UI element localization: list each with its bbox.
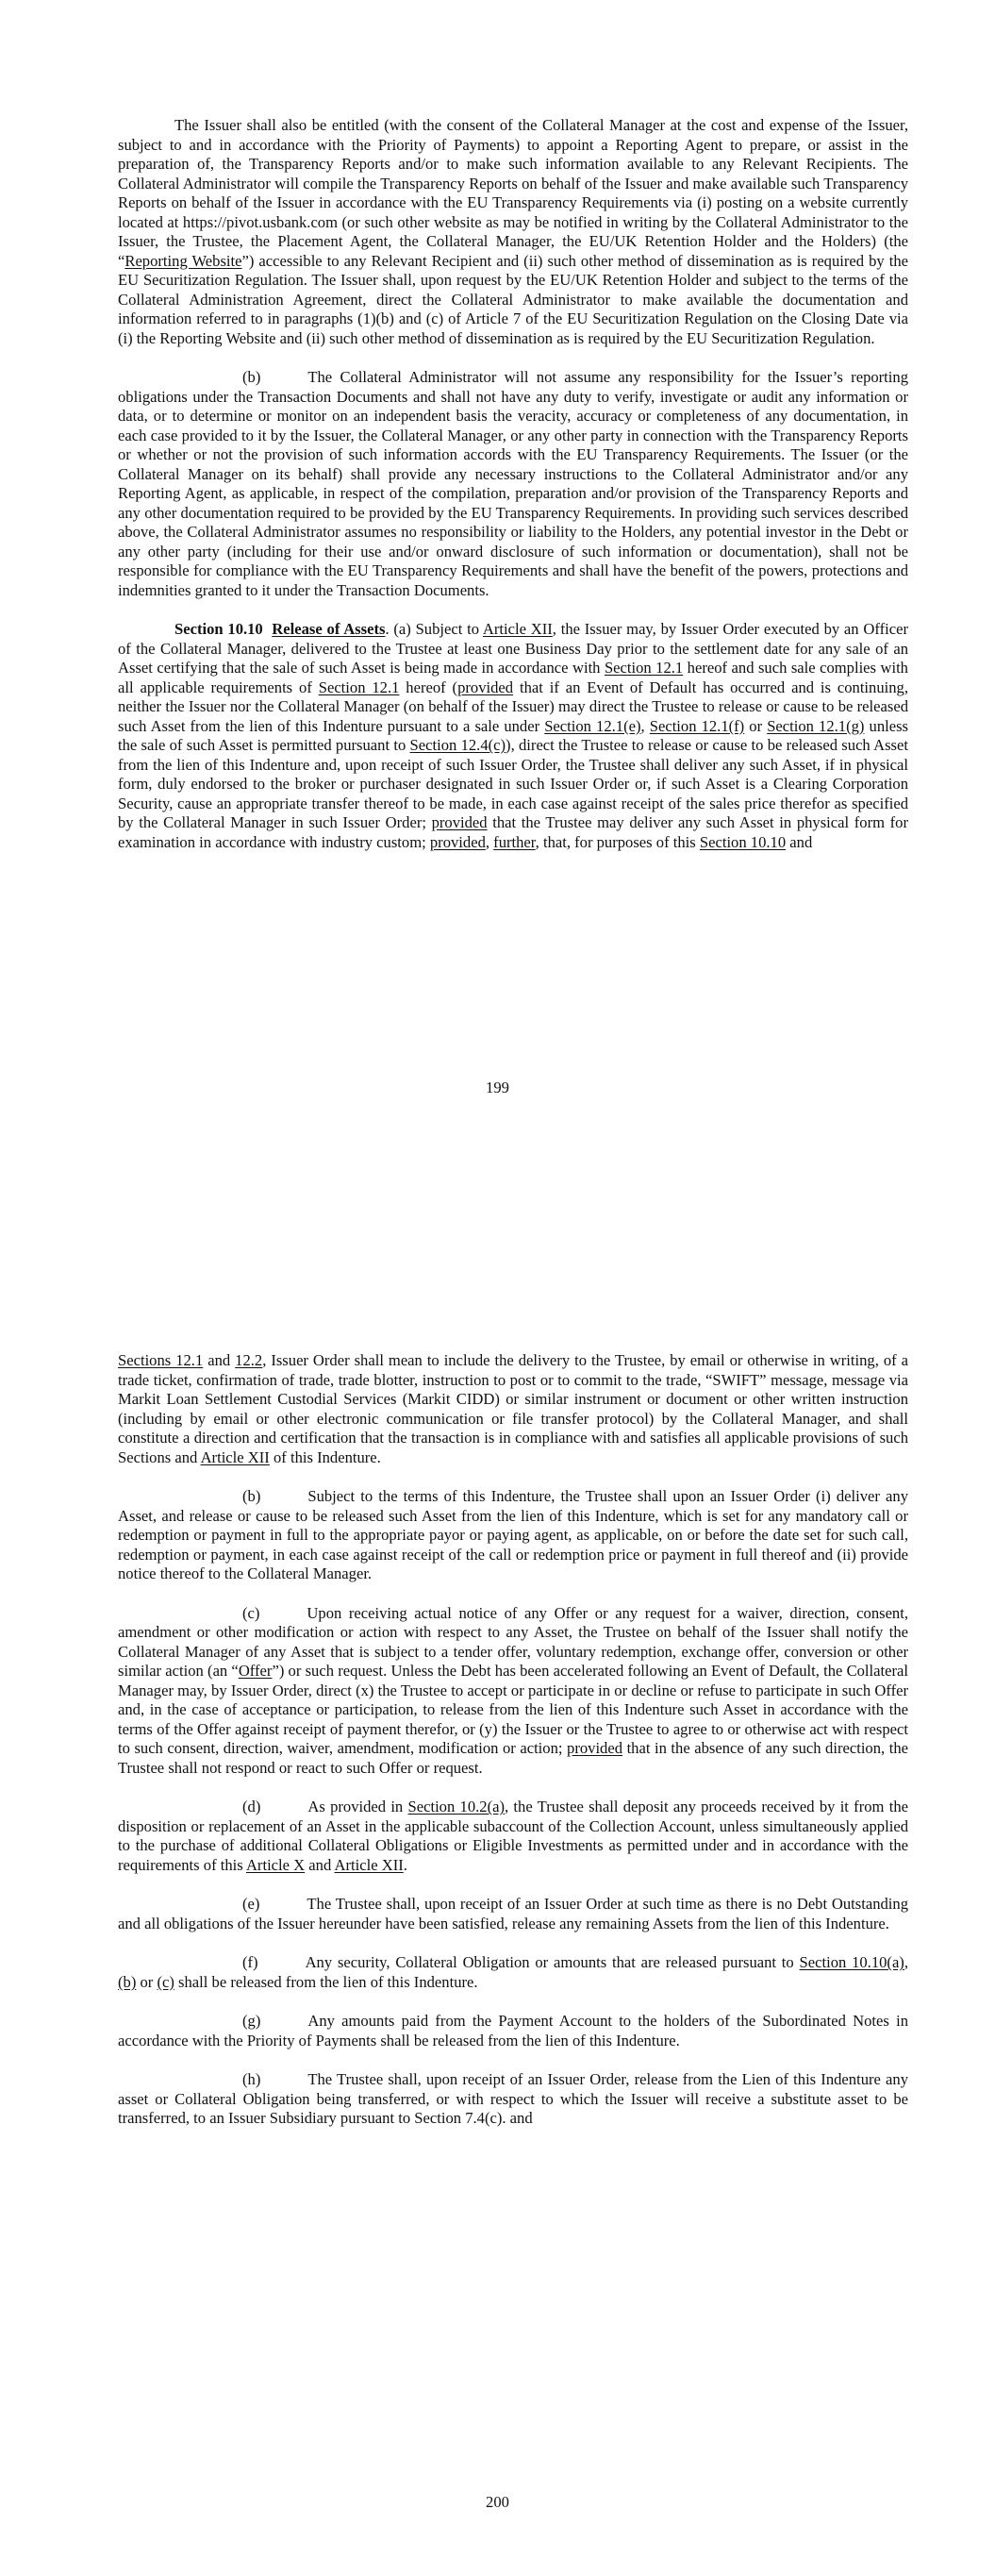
page-body [118, 116, 908, 872]
cross-reference: Section 10.2(a) [407, 1798, 505, 1815]
section-label: Section 10.10 [174, 620, 263, 638]
paragraph-reporting-agent: The Issuer shall also be entitled (with the consent of the Collateral Manager at the cost and expense of the Issuer, subject to and in accordance with the Priority of Payments) to appoint a Reporting Agent to prepare, or assist in the preparation of, the Transparency Reports and/or to make such information available to any Relevant Recipients. The Collateral Administrator will compile the Transparency Reports on behalf of the Issuer and make available such Transparency Reports on behalf of the Issuer in accordance with the EU Transparency Requirements via (i) posting on a website currently located at https://pivot.usbank.com (or such other website as may be notified in writing by the Collateral Administrator to the Issuer, the Trustee, the Placement Agent, the Collateral Manager, the EU/UK Retention Holder and the Holders) (the “Reporting Website”) accessible to any Relevant Recipient and (ii) such other method of dissemination as is required by the EU Securitization Regulation. The Issuer shall, upon request by the EU/UK Retention Holder and subject to the terms of the Collateral Administration Agreement, direct the Collateral Administrator to make available the documentation and information referred to in paragraphs (1)(b) and (c) of Article 7 of the EU Securitization Regulation on the Closing Date via (i) the Reporting Website and (ii) such other method of dissemination as is required by the EU Securitization Regulation. [118, 116, 908, 347]
proviso: provided [457, 677, 514, 696]
clause-c: (c) Upon receiving actual notice of any Offer or any request for a waiver, direction, consent, amendment or other modification or action with respect to any Asset, the Trustee on behalf of the Issuer shall notify the Collateral Manager of any Asset that is subject to a tender offer, voluntary redemption, exchange offer, conversion or other similar action (an “Offer”) or such request. Unless the Debt has been accelerated following an Event of Default, the Collateral Manager may, by Issuer Order, direct (x) the Trustee to accept or participate in or decline or refuse to participate in such Offer and, in the case of acceptance or participation, to release from the lien of this Indenture such Asset in accordance with the terms of the Offer against receipt of payment therefor, or (y) the Issuer or the Trustee to agree to or otherwise act with respect to such consent, direction, waiver, amendment, modification or action; provided that in the absence of any such direction, the Trustee shall not respond or react to such Offer or request. [118, 1603, 908, 1777]
page-body [118, 1351, 908, 2149]
proviso: provided [431, 813, 488, 831]
cross-reference: Article X [245, 1855, 306, 1874]
cross-reference: Article XII [334, 1855, 404, 1874]
cross-reference: Section 10.10 [699, 832, 787, 851]
clause-e: (e) The Trustee shall, upon receipt of an Issuer Order at such time as there is no Debt Outstanding and all obligations of the Issuer hereunder have been satisfied, release any remaining Assets from the lien of this Indenture. [118, 1895, 908, 1932]
clause-label: (c) [242, 1603, 260, 1622]
cross-reference: Section 12.1 [604, 659, 684, 677]
clause-label: (h) [242, 2070, 261, 2088]
section-title: Release of Assets [272, 620, 386, 638]
cross-reference: (c) [157, 1972, 174, 1991]
page-199 [0, 0, 995, 1255]
paragraph-continuation: Sections 12.1 and 12.2, Issuer Order shall mean to include the delivery to the Trustee, by email or otherwise in writing, of a trade ticket, confirmation of trade, trade blotter, instruction to post or to commit to the trade, “SWIFT” message, message via Markit Loan Settlement Custodial Services (Markit CIDD) or similar instrument or document or other written instruction (including by email or other electronic communication or file transfer protocol) by the Collateral Manager, and shall constitute a direction and certification that the transaction is in compliance with and satisfies all applicable provisions of such Sections and Article XII of this Indenture. [118, 1351, 908, 1466]
clause-h: (h) The Trustee shall, upon receipt of an Issuer Order, release from the Lien of this Indenture any asset or Collateral Obligation being transferred, or with respect to which the Issuer will receive a substitute asset to be transferred, to an Issuer Subsidiary pursuant to Section 7.4(c). and [118, 2070, 908, 2127]
defined-term-offer: Offer [238, 1662, 273, 1680]
clause-label: (g) [242, 2012, 261, 2030]
proviso: further [493, 832, 536, 851]
clause-label: (f) [242, 1953, 258, 1971]
cross-reference: Article XII [482, 620, 553, 638]
clause-b: (b) Subject to the terms of this Indenture, the Trustee shall upon an Issuer Order (i) deliver any Asset, and release or cause to be released such Asset from the lien of this Indenture, which is set for any mandatory call or redemption or payment in full to the appropriate payor or paying agent, as applicable, on or before the date set for such call, redemption or payment, in each case against receipt of the call or redemption price or payment in full thereof and (ii) provide notice thereof to the Collateral Manager. [118, 1487, 908, 1582]
cross-reference: 12.2 [235, 1351, 263, 1369]
page-200 [0, 1321, 995, 2576]
page-number: 200 [486, 2493, 509, 2511]
clause-f: (f) Any security, Collateral Obligation or amounts that are released pursuant to Section 10.10(a), (b) or (c) shall be released from the lien of this Indenture. [118, 1953, 908, 1991]
paragraph-b-collateral-administrator: (b) The Collateral Administrator will not assume any responsibility for the Issuer’s reporting obligations under the Transaction Documents and shall not have any duty to verify, investigate or audit any information or data, or to determine or monitor on an independent basis the veracity, accuracy or completeness of any documentation, in each case provided to it by the Issuer, the Collateral Manager, or any other party in connection with the Transparency Reports or whether or not the provision of such information accords with the EU Transparency Requirements. The Issuer (or the Collateral Manager on its behalf) shall provide any necessary instructions to the Collateral Administrator and/or any Reporting Agent, as applicable, in respect of the compilation, preparation and/or provision of the Transparency Reports and any other documentation required to be provided by the EU Transparency Requirements. In providing such services described above, the Collateral Administrator assumes no responsibility or liability to the Holders, any potential investor in the Debt or any other party (including for their use and/or onward disclosure of such information or documentation), shall not be responsible for compliance with the EU Transparency Requirements and shall have the benefit of the powers, protections and indemnities granted to it under the Transaction Documents. [118, 368, 908, 599]
page-gap [0, 1255, 995, 1321]
clause-g: (g) Any amounts paid from the Payment Account to the holders of the Subordinated Notes in accordance with the Priority of Payments shall be released from the lien of this Indenture. [118, 2012, 908, 2049]
cross-reference: Section 12.4(c) [409, 736, 506, 754]
proviso: provided [429, 832, 486, 851]
cross-reference: (b) [118, 1972, 137, 1991]
clause-label: (e) [242, 1895, 260, 1913]
clause-label: (b) [242, 1487, 261, 1505]
cross-reference: Article XII [200, 1447, 270, 1466]
cross-reference: Section 12.1 [318, 677, 400, 696]
proviso: provided [567, 1739, 623, 1757]
clause-label: (d) [242, 1798, 261, 1815]
clause-label: (b) [242, 368, 261, 386]
section-10-10: Section 10.10 Release of Assets. (a) Subject to Article XII, the Issuer may, by Issuer Order executed by an Officer of the Collateral Manager, delivered to the Trustee at least one Business Day prior to the settlement date for any sale of an Asset certifying that the sale of such Asset is being made in accordance with Section 12.1 hereof and such sale complies with all applicable requirements of Section 12.1 hereof (provided that if an Event of Default has occurred and is continuing, neither the Issuer nor the Collateral Manager (on behalf of the Issuer) may direct the Trustee to release or cause to be released such Asset from the lien of this Indenture pursuant to a sale under Section 12.1(e), Section 12.1(f) or Section 12.1(g) unless the sale of such Asset is permitted pursuant to Section 12.4(c)), direct the Trustee to release or cause to be released such Asset from the lien of this Indenture and, upon receipt of such Issuer Order, the Trustee shall deliver any such Asset, if in physical form, duly endorsed to the broker or purchaser designated in such Issuer Order or, if such Asset is a Clearing Corporation Security, cause an appropriate transfer thereof to be made, in each case against receipt of the sales price therefor as specified by the Collateral Manager in such Issuer Order; provided that the Trustee may deliver any such Asset in physical form for examination in accordance with industry custom; provided, further, that, for purposes of this Section 10.10 and [118, 620, 908, 851]
cross-reference: Section 12.1(g) [767, 716, 865, 735]
page-number: 199 [486, 1079, 509, 1096]
clause-d: (d) As provided in Section 10.2(a), the Trustee shall deposit any proceeds received by it from the disposition or replacement of an Asset in the applicable subaccount of the Collection Account, unless simultaneously applied to the purchase of additional Collateral Obligations or Eligible Investments as permitted under and in accordance with the requirements of this Article X and Article XII. [118, 1798, 908, 1874]
cross-reference: Section 12.1(f) [649, 716, 745, 735]
cross-reference: Sections 12.1 [118, 1351, 204, 1369]
defined-term-reporting-website: Reporting Website [124, 251, 242, 270]
cross-reference: Section 10.10(a) [799, 1953, 904, 1971]
cross-reference: Section 12.1(e) [544, 716, 641, 735]
